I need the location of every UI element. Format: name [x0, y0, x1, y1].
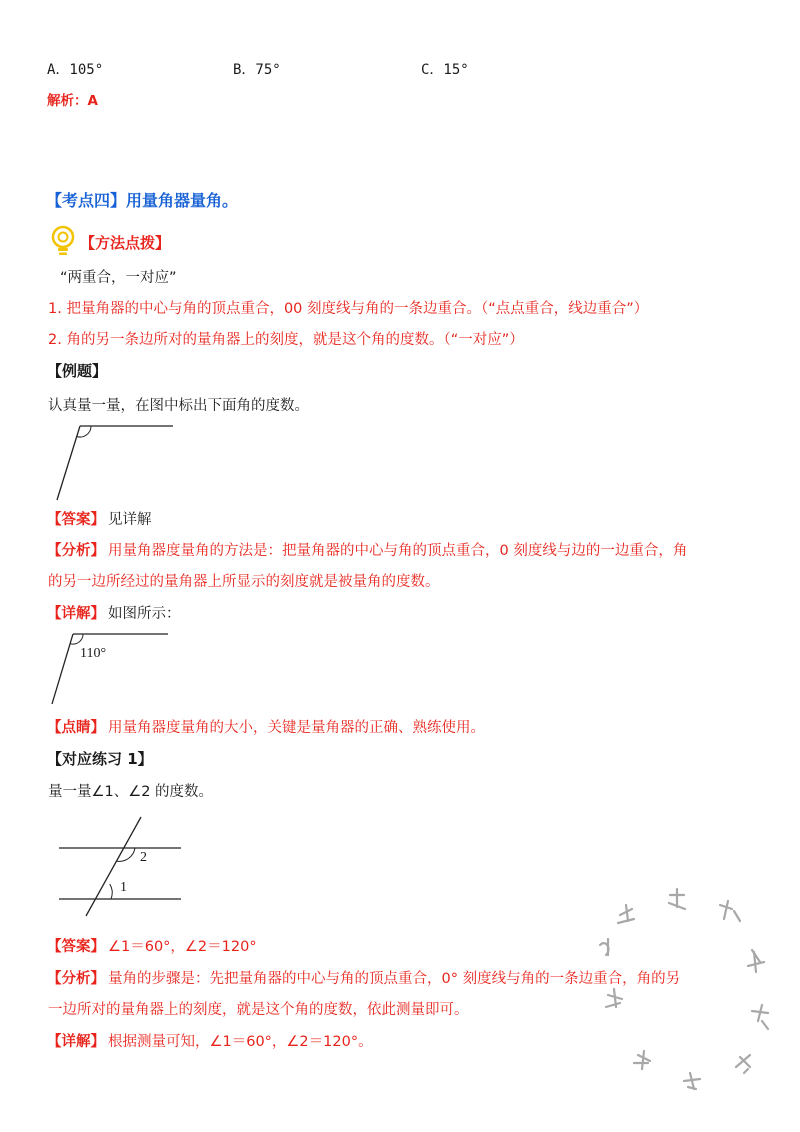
practice-detail-tag: 【详解】 [47, 1034, 105, 1050]
angle-2-label: 2 [140, 850, 147, 865]
practice-answer-text: ∠1＝60°，∠2＝120° [108, 939, 257, 955]
method-step-2: 2. 角的另一条边所对的量角器上的刻度，就是这个角的度数。（“一对应”） [48, 332, 524, 348]
method-slogan: “两重合，一对应” [60, 270, 177, 286]
example-answer-text: 见详解 [108, 512, 152, 528]
example-comment-text: 用量角器度量角的大小，关键是量角器的正确、熟练使用。 [108, 720, 485, 736]
practice-answer-tag: 【答案】 [47, 939, 105, 955]
practice-analysis-line-2: 一边所对的量角器上的刻度，就是这个角的度数，依此测量即可。 [48, 1002, 469, 1018]
practice-question: 量一量∠1、∠2 的度数。 [48, 784, 214, 800]
example-analysis-line-2: 的另一边所经过的量角器上所显示的刻度就是被量角的度数。 [48, 574, 440, 590]
practice-label: 【对应练习 1】 [47, 750, 153, 768]
example-label: 【例题】 [47, 362, 108, 380]
practice-figure [55, 815, 185, 920]
example-answer-tag: 【答案】 [47, 512, 105, 528]
lightbulb-icon [48, 224, 78, 258]
example-analysis-tag: 【分析】 [47, 543, 105, 559]
example-question: 认真量一量，在图中标出下面角的度数。 [48, 398, 309, 414]
previous-analysis: 解析：A [47, 93, 98, 109]
example-angle-label: 110° [80, 646, 107, 661]
practice-analysis-line-1: 量角的步骤是：先把量角器的中心与角的顶点重合，0° 刻度线与角的一条边重合，角的另 [108, 971, 681, 987]
seal-stamp [590, 875, 790, 1105]
example-comment-tag: 【点睛】 [47, 720, 105, 736]
example-detail-text: 如图所示： [108, 606, 181, 622]
example-answer-figure [50, 630, 175, 710]
angle-1-label: 1 [120, 880, 127, 895]
section-title: 【考点四】用量角器量角。 [46, 191, 239, 210]
practice-analysis-tag: 【分析】 [47, 971, 105, 987]
example-angle-figure [55, 418, 180, 503]
example-detail-tag: 【详解】 [47, 606, 105, 622]
option-a: A．105° [47, 62, 104, 78]
method-step-1: 1. 把量角器的中心与角的顶点重合，00 刻度线与角的一条边重合。（“点点重合，线边重合”） [48, 301, 649, 317]
practice-detail-text: 根据测量可知，∠1＝60°，∠2＝120°。 [108, 1034, 373, 1050]
example-analysis-line-1: 用量角器度量角的方法是：把量角器的中心与角的顶点重合，0 刻度线与边的一边重合，角 [108, 543, 688, 559]
option-b: B．75° [233, 62, 281, 78]
method-label: 【方法点拨】 [80, 234, 171, 252]
option-c: C．15° [421, 62, 469, 78]
